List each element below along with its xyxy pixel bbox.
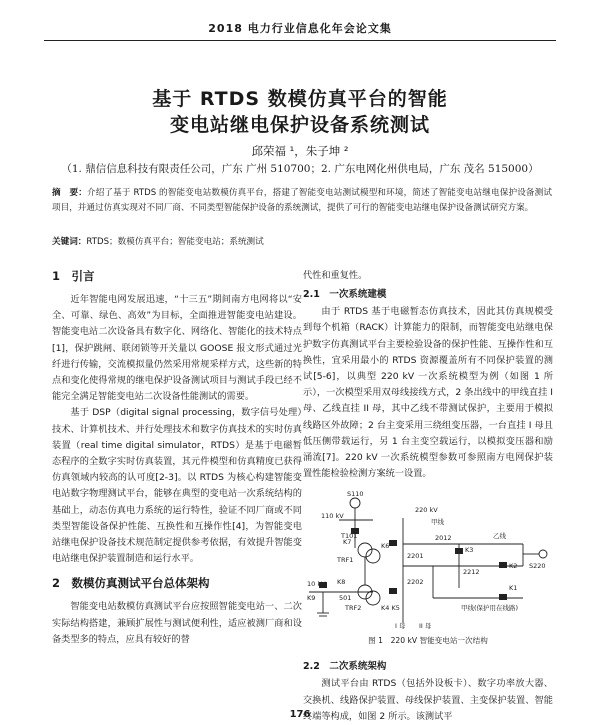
breaker-k1	[499, 594, 507, 600]
label-s220: S220	[529, 562, 546, 571]
figure-1-caption: 图 1 220 kV 智能变电站一次结构	[368, 636, 488, 646]
continued-text: 代性和重复性。	[303, 270, 368, 281]
source-s110-symbol	[350, 498, 360, 508]
label-trf2: TRF2	[345, 604, 362, 613]
section-1-heading: 1 引言	[52, 269, 95, 283]
subsection-2-1-paragraph: 由于 RTDS 基于电磁暂态仿真技术，因此其仿真规模受到每个机箱（RACK）计算能力的限制，而智能变电站继电保护数字仿真测试平台主要检验设备的保护性能、互操作性和互换性，宜采用最小的 RTDS 资源覆盖所有不同保护装置的测试[5-6]，以典型 220 kV 一次系统模型为例（如图 1 所示），一次模型采用双母线接线方式，2 条出线中的甲线直挂 I 母、乙线直挂 II 母，其中乙线不带测试保护，主要用于模拟线路区外故障；2 台主变采用三绕组变压器，一台直挂 I 母且低压侧带载运行，另 1 台主变空载运行，以模拟变压器和励涌流[7]。220 kV 一次系统模型参数可参照南方电网保护装置性能检验检测方案统一设置。	[303, 306, 553, 480]
header-rule	[44, 40, 556, 41]
label-2212: 2212	[463, 568, 480, 577]
right-column	[303, 268, 553, 725]
subsection-2-1-heading: 2.1 一次系统建模	[303, 289, 387, 301]
label-bus-i: I 母	[395, 622, 406, 631]
page-number: 176	[289, 709, 311, 720]
figure-1	[303, 488, 553, 633]
affiliation: （1. 鼎信信息科技有限责任公司，广东 广州 510700；2. 广东电网化州供电局，广东 茂名 515000）	[61, 163, 539, 175]
section-2-paragraph-1: 智能变电站数模仿真测试平台应按照智能变电站一、二次实际结构搭建，兼顾扩展性与测试便利性，适应被测厂商和设备类型多的特点，应具有较好的替	[52, 601, 302, 645]
label-k9: K9	[307, 594, 316, 603]
label-k8: K8	[337, 578, 346, 587]
label-501: 501	[339, 594, 352, 603]
keywords-label: 关键词：	[52, 237, 87, 247]
label-k1: K1	[509, 584, 518, 593]
section-1-paragraph-1: 近年智能电网发展迅速，“十三五”期间南方电网将以“安全、可靠、绿色、高效”为目标，全面推进智能变电站建设。智能变电站二次设备具有数字化、网络化、智能化的技术特点[1]，保护跳闸、联闭锁等开关量以 GOOSE 报文形式通过光纤进行传输，交流模拟量仍然采用常规采样方式，这些新的特点和变化使得常规的继电保护设备测试项目与测试手段已经不能完全满足智能变电站二次设备性能测试的需要。	[52, 294, 302, 403]
source-s220-symbol	[539, 550, 547, 558]
label-k7: K7	[343, 538, 352, 547]
label-2012: 2012	[435, 534, 452, 543]
subsection-2-2-paragraph: 测试平台由 RTDS（包括外设板卡）、数字功率放大器、交换机、线路保护装置、母线保护装置、主变保护装置、智能终端等构成，如图 2 所示。该测试平	[303, 678, 553, 722]
label-k6: K6	[381, 542, 390, 551]
label-k4-k5: K4 K5	[381, 604, 400, 613]
section-1-paragraph-2: 基于 DSP（digital signal processing，数字信号处理）技术、计算机技术、并行处理技术和数字仿真技术的实时仿真装置（real time digital simulator，RTDS）是基于电磁暂态程序的全数字实时仿真装置，其元件模型和仿真精度已获得仿真领域内较高的认可度[2-3]。以 RTDS 为核心构建智能变电站数字物理测试平台，能够在典型的变电站一次系统结构的基础上，动态仿真电力系统的运行特性，验证不同厂商或不同类型智能设备保护性能、互换性和互操作性[4]，为智能变电站继电保护设备技术规范制定提供参考依据，有效提升智能变电站继电保护装置制造和运行水平。	[52, 407, 302, 565]
keywords	[52, 235, 552, 247]
running-header: 2018 电力行业信息化年会论文集	[208, 22, 392, 35]
label-protection-range: 甲线(保护用在线路)	[461, 604, 519, 613]
label-trf1: TRF1	[337, 556, 354, 565]
section-2-heading: 2 数模仿真测试平台总体架构	[52, 576, 210, 591]
single-line-diagram	[303, 488, 553, 633]
breaker-k6	[389, 540, 397, 546]
abstract-text: 介绍了基于 RTDS 的智能变电站数模仿真平台，搭建了智能变电站测试模型和环境，简述了智能变电站继电保护设备测试项目，并通过仿真实现对不同厂商、不同类型智能保护设备的系统测试，提供了可行的智能变电站继电保护设备测试研究方案。	[52, 188, 552, 213]
subsection-2-2-heading: 2.2 二次系统架构	[303, 661, 387, 673]
left-column	[52, 268, 302, 648]
paper-title-line-2: 变电站继电保护设备系统测试	[169, 114, 430, 136]
keywords-text: RTDS；数模仿真平台；智能变电站；系统测试	[86, 237, 264, 247]
label-10kv: 10 kV	[307, 580, 326, 589]
label-2202: 2202	[407, 578, 424, 587]
label-bus-ii: II 母	[419, 622, 432, 631]
label-line-a: 甲线	[431, 518, 444, 527]
label-line-b: 乙线	[493, 532, 506, 541]
breaker-k3	[455, 548, 463, 554]
authors: 邱荣福 ¹，朱子坤 ²	[251, 144, 349, 158]
label-220kv: 220 kV	[415, 506, 438, 515]
label-t101: T101	[341, 532, 358, 541]
abstract-label: 摘 要：	[52, 188, 87, 198]
paper-title-line-1: 基于 RTDS 数模仿真平台的智能	[152, 88, 448, 110]
label-k2: K2	[509, 562, 518, 571]
label-k3: K3	[465, 546, 474, 555]
breaker-k2	[499, 562, 507, 568]
label-110kv: 110 kV	[321, 512, 344, 521]
label-s110: S110	[347, 490, 364, 499]
breaker-k5	[389, 588, 397, 594]
abstract	[52, 186, 552, 215]
label-2201: 2201	[407, 552, 424, 561]
